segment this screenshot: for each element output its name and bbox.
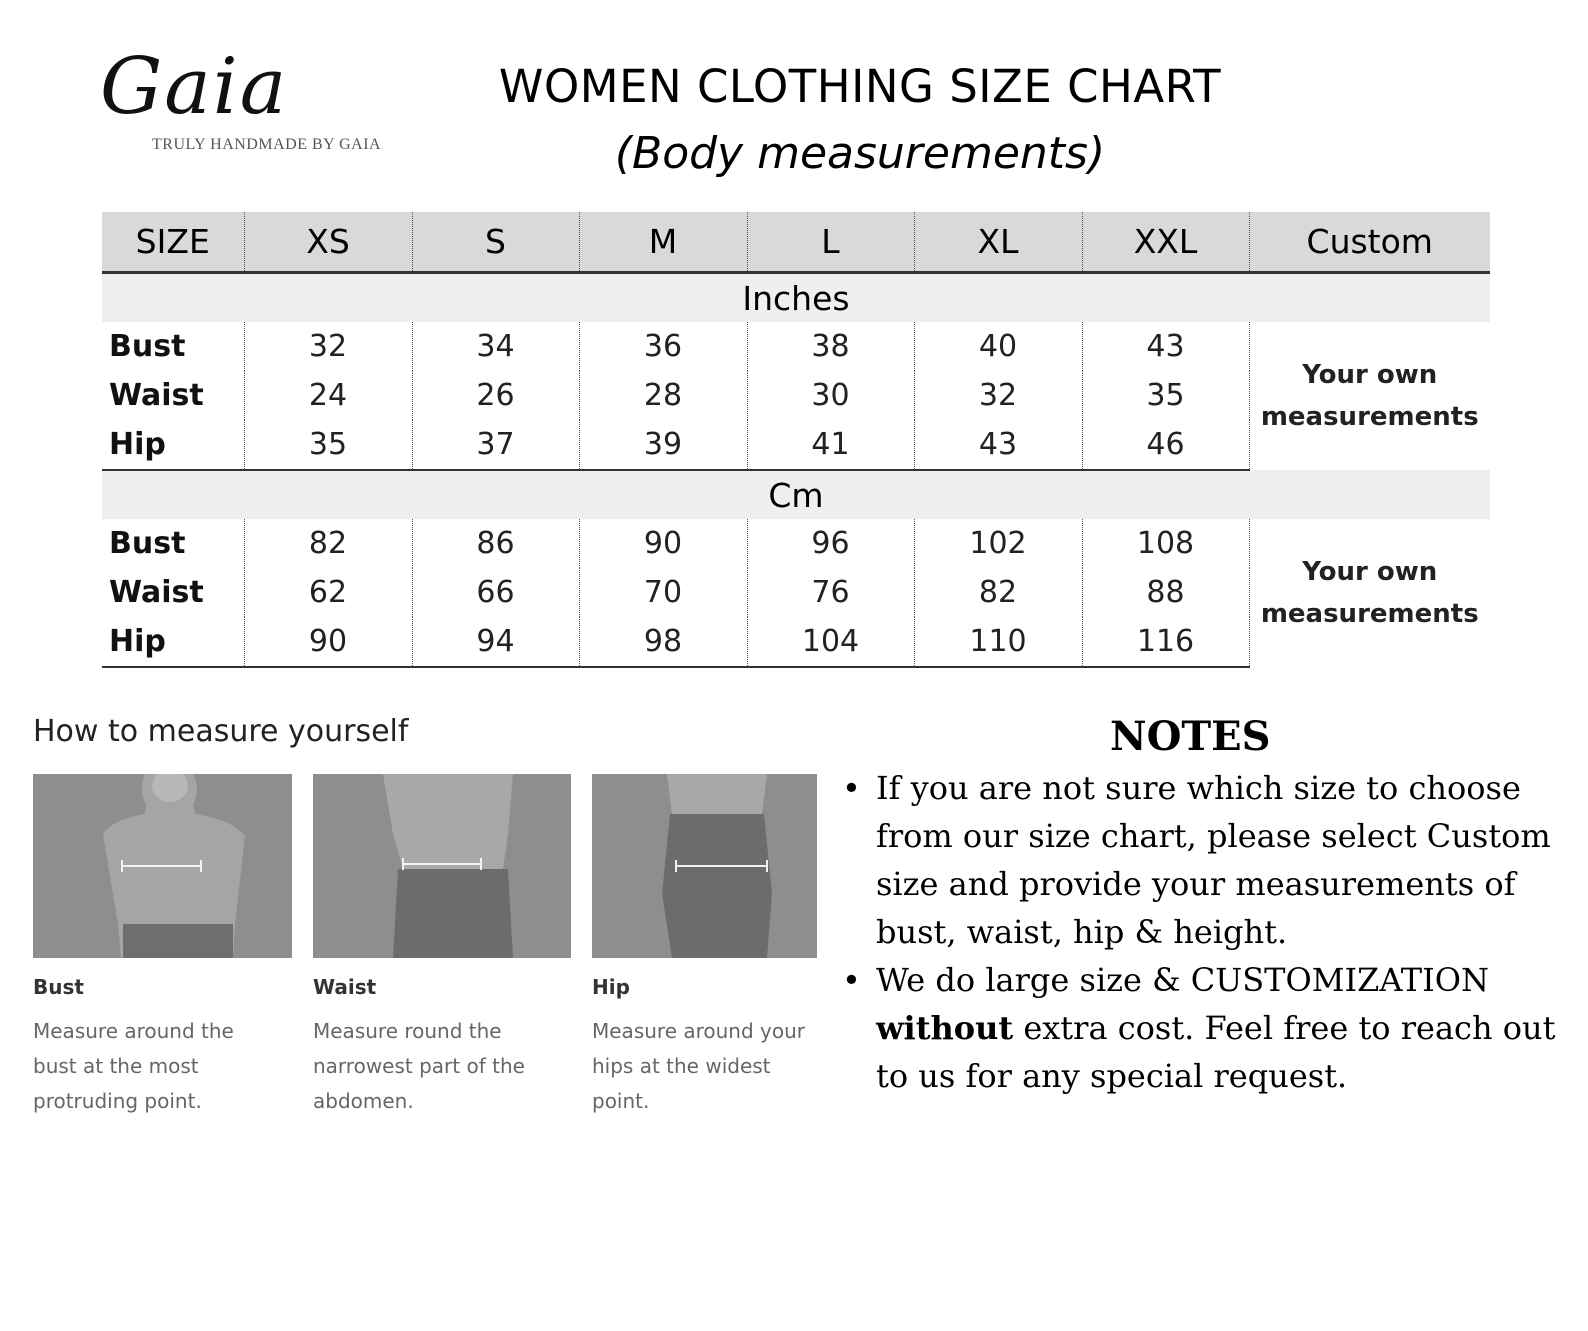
header-s: S [412,212,579,273]
page-subtitle: (Body measurements) [614,128,1106,179]
row-label: Bust [109,329,186,364]
hip-caption-title: Hip [592,975,630,999]
caption-line: narrowest part of the [313,1054,525,1078]
cell: 96 [747,519,914,568]
cell: 82 [914,568,1082,617]
header-custom: Custom [1249,212,1490,273]
cell: 43 [914,420,1082,470]
row-label: Hip [102,420,244,470]
cell: 94 [412,617,579,667]
cell: 35 [1082,371,1249,420]
cell: 40 [914,322,1082,371]
cell: 76 [747,568,914,617]
cell: 90 [244,617,412,667]
caption-line: bust at the most [33,1054,199,1078]
row-label: Waist [109,575,204,610]
cell: 116 [1082,617,1249,667]
hip-caption-text [592,1014,832,1119]
unit-label: Cm [102,470,1490,519]
caption-line: abdomen. [313,1089,414,1113]
cell: 104 [747,617,914,667]
row-label: Waist [109,378,204,413]
header-xs: XS [244,212,412,273]
brand-script: Gaia [100,42,289,132]
waist-photo [313,774,571,958]
cell: 70 [579,568,747,617]
caption-line: Measure around the [33,1019,234,1043]
cell: 34 [412,322,579,371]
howto-title: How to measure yourself [33,714,409,749]
note-item [876,764,1576,956]
cell: 108 [1082,519,1249,568]
caption-line: protruding point. [33,1089,202,1113]
cell: 32 [914,371,1082,420]
waist-caption-text [313,1014,553,1119]
caption-line: Measure around your [592,1019,806,1043]
unit-label: Inches [102,273,1490,323]
caption-line: Measure round the [313,1019,502,1043]
cell: 32 [244,322,412,371]
notes-title: NOTES [1110,713,1271,760]
header-m: M [579,212,747,273]
note-text-post: extra cost. Feel free to reach out to us for any special request. [876,1009,1556,1095]
cell: 102 [914,519,1082,568]
cell: 46 [1082,420,1249,470]
custom-cell [1249,519,1490,667]
cell: 35 [244,420,412,470]
header-size: SIZE [102,212,244,273]
brand-tagline: TRULY HANDMADE BY GAIA [152,136,382,153]
notes-list [876,764,1576,1100]
cell: 37 [412,420,579,470]
cell: 38 [747,322,914,371]
caption-line: point. [592,1089,650,1113]
row-label: Hip [102,617,244,667]
note-text-pre: We do large size & CUSTOMIZATION [876,961,1489,999]
bust-caption-title: Bust [33,975,84,999]
custom-line1: Your own [1302,557,1438,587]
custom-cell [1249,322,1490,470]
header-xl: XL [914,212,1082,273]
custom-line2: measurements [1260,599,1479,629]
caption-line: hips at the widest [592,1054,771,1078]
cell: 36 [579,322,747,371]
cell: 98 [579,617,747,667]
size-chart-table [102,212,1490,668]
header-l: L [747,212,914,273]
cell: 26 [412,371,579,420]
cell: 90 [579,519,747,568]
cell: 30 [747,371,914,420]
header-xxl: XXL [1082,212,1249,273]
unit-row-cm [102,470,1490,519]
custom-line2: measurements [1260,402,1479,432]
brand-logo [100,42,390,185]
cell: 82 [244,519,412,568]
cell: 62 [244,568,412,617]
table-row [102,322,1490,371]
cell: 41 [747,420,914,470]
custom-line1: Your own [1302,360,1438,390]
page-title: WOMEN CLOTHING SIZE CHART [498,60,1222,113]
cell: 66 [412,568,579,617]
cell: 39 [579,420,747,470]
bust-caption-text [33,1014,273,1119]
table-row [102,519,1490,568]
cell: 110 [914,617,1082,667]
cell: 28 [579,371,747,420]
cell: 43 [1082,322,1249,371]
bust-photo [33,774,292,958]
note-item [876,956,1576,1100]
row-label: Bust [109,526,186,561]
cell: 24 [244,371,412,420]
note-text: If you are not sure which size to choose from our size chart, please select Custom size and provide your measurements of bust, waist, hip & height. [876,769,1551,951]
waist-caption-title: Waist [313,975,377,999]
hip-photo [592,774,817,958]
table-header-row [102,212,1490,273]
cell: 86 [412,519,579,568]
unit-row-inches [102,273,1490,323]
note-text-bold: without [876,1009,1014,1047]
cell: 88 [1082,568,1249,617]
